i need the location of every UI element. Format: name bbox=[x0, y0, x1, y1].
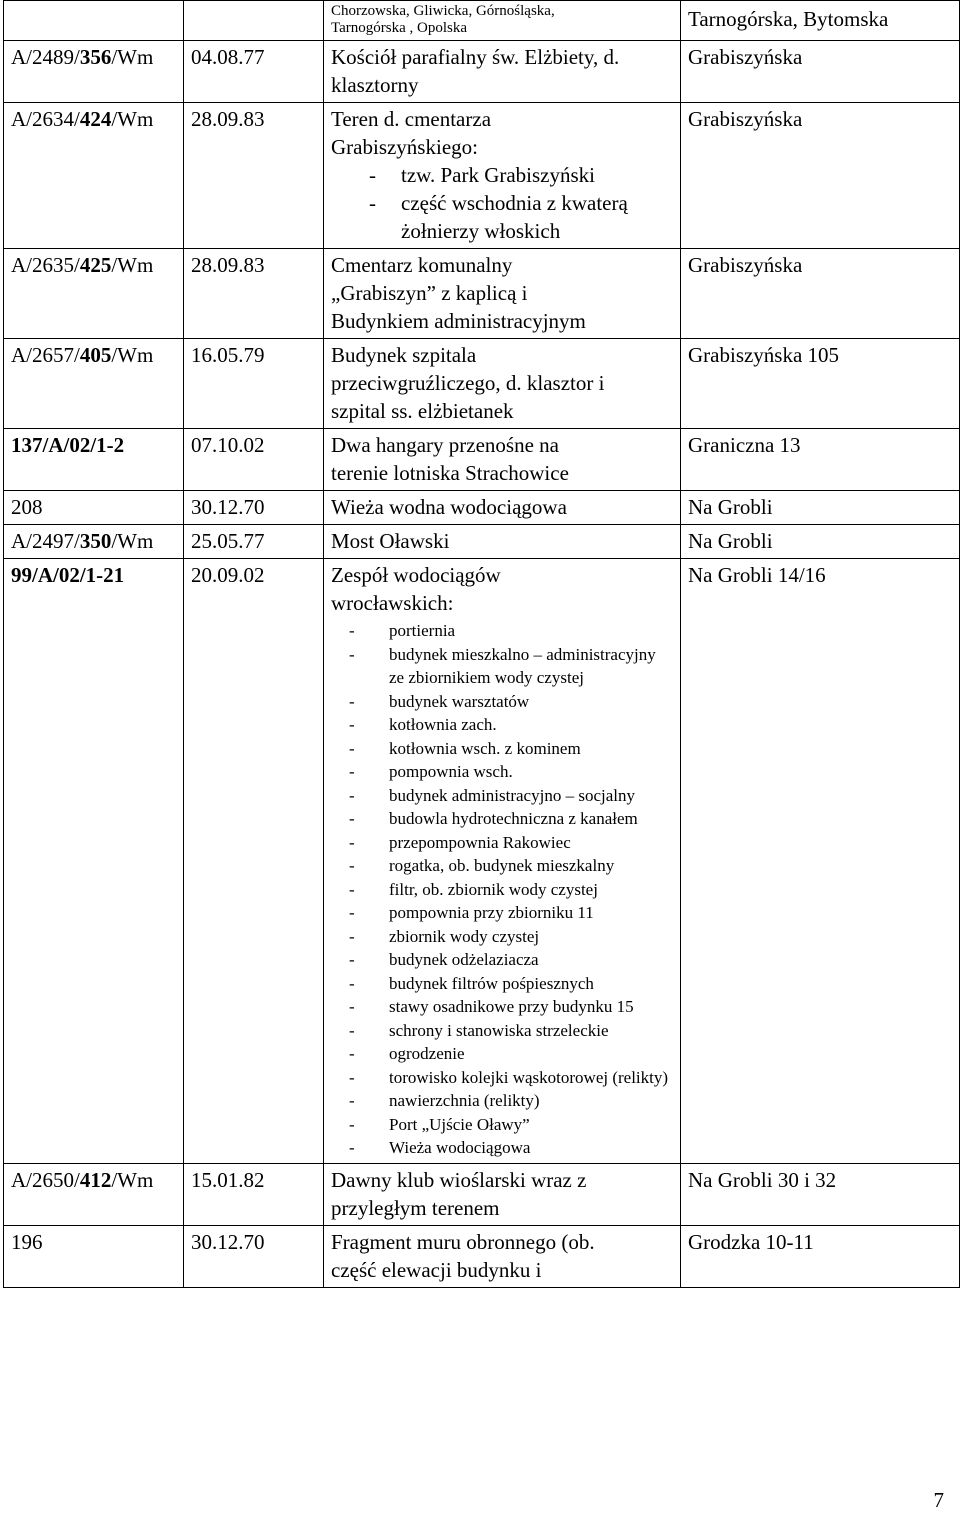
list-item: - rogatka, ob. budynek mieszkalny bbox=[349, 856, 615, 875]
cell-object: Fragment muru obronnego (ob. część elewacji budynku i bbox=[324, 1225, 681, 1287]
table-row bbox=[4, 339, 960, 429]
list-item: - budowla hydrotechniczna z kanałem bbox=[349, 809, 638, 828]
cell-object: Dwa hangary przenośne na terenie lotniska Strachowice bbox=[324, 429, 681, 491]
list-item: - pompownia wsch. bbox=[349, 762, 513, 781]
list-item: - budynek odżelaziacza bbox=[349, 950, 539, 969]
cell-register-number bbox=[4, 1, 184, 41]
table-row bbox=[4, 103, 960, 249]
list-item: - filtr, ob. zbiornik wody czystej bbox=[349, 879, 598, 899]
table-row bbox=[4, 1, 960, 41]
cell-date: 16.05.79 bbox=[184, 339, 324, 429]
cell-street: Na Grobli 30 i 32 bbox=[681, 1163, 960, 1225]
cell-street: Grodzka 10-11 bbox=[681, 1225, 960, 1287]
list-item: - kotłownia zach. bbox=[349, 715, 497, 734]
cell-date bbox=[184, 1, 324, 41]
table-row bbox=[4, 491, 960, 525]
list-item: - Port „Ujście Oławy” bbox=[349, 1114, 530, 1134]
cell-date: 15.01.82 bbox=[184, 1163, 324, 1225]
cell-date: 07.10.02 bbox=[184, 429, 324, 491]
table-row bbox=[4, 41, 960, 103]
list-item: - portiernia bbox=[349, 621, 456, 640]
table-row bbox=[4, 1225, 960, 1287]
cell-date: 20.09.02 bbox=[184, 559, 324, 1164]
list-item: - budynek mieszkalno – administracyjny ze zbiornikiem wody czystej bbox=[349, 644, 656, 687]
page-number: 7 bbox=[933, 1488, 944, 1512]
cell-object: Wieża wodna wodociągowa bbox=[324, 491, 681, 525]
list-item: - przepompownia Rakowiec bbox=[349, 832, 571, 852]
continued-street-list: Chorzowska, Gliwicka, Górnośląska, Tarnogórska , Opolska bbox=[331, 3, 555, 36]
cell-register-number: A/2489/356/Wm bbox=[4, 41, 184, 103]
cell-object: Cmentarz komunalny „Grabiszyn” z kaplicą i Budynkiem administracyjnym bbox=[324, 249, 681, 339]
cell-date: 30.12.70 bbox=[184, 1225, 324, 1287]
cell-street: Na Grobli bbox=[681, 491, 960, 525]
cell-date: 28.09.83 bbox=[184, 103, 324, 249]
cell-street: Na Grobli bbox=[681, 525, 960, 559]
cell-register-number: A/2657/405/Wm bbox=[4, 339, 184, 429]
cell-date: 25.05.77 bbox=[184, 525, 324, 559]
cell-object: Most Oławski bbox=[324, 525, 681, 559]
cell-register-number: A/2497/350/Wm bbox=[4, 525, 184, 559]
cell-date: 30.12.70 bbox=[184, 491, 324, 525]
list-item: - budynek filtrów pośpiesznych bbox=[349, 973, 594, 993]
list-item: - kotłownia wsch. z kominem bbox=[349, 738, 581, 758]
cell-street: Grabiszyńska bbox=[681, 103, 960, 249]
table-row bbox=[4, 429, 960, 491]
list-item: - nawierzchnia (relikty) bbox=[349, 1091, 540, 1110]
cell-register-number: A/2650/412/Wm bbox=[4, 1163, 184, 1225]
cell-register-number: 196 bbox=[4, 1225, 184, 1287]
cell-street: Na Grobli 14/16 bbox=[681, 559, 960, 1164]
cell-street: Grabiszyńska bbox=[681, 249, 960, 339]
cell-object: Dawny klub wioślarski wraz z przyległym terenem bbox=[324, 1163, 681, 1225]
cell-register-number: 99/A/02/1-21 bbox=[4, 559, 184, 1164]
list-item: - zbiornik wody czystej bbox=[349, 926, 540, 946]
cell-object: Budynek szpitala przeciwgruźliczego, d. klasztor i szpital ss. elżbietanek bbox=[324, 339, 681, 429]
continued-streets: Tarnogórska, Bytomska bbox=[688, 7, 889, 31]
cell-street bbox=[681, 1, 960, 41]
cell-street: Graniczna 13 bbox=[681, 429, 960, 491]
list-item: - torowisko kolejki wąskotorowej (relikty) bbox=[349, 1067, 669, 1087]
cell-register-number: 137/A/02/1-2 bbox=[4, 429, 184, 491]
list-item: - budynek warsztatów bbox=[349, 691, 530, 711]
cell-object: Zespół wodociągów wrocławskich: - portiernia - budynek mieszkalno – administracyjny ze zbiornikiem wody czystej - budynek warsztatów - kotłownia zach. - kotłownia wsch. z kominem - pompownia wsch. - budynek administracyjno – socjalny - budowla hydrotechniczna z kanałem - przepompownia Rakowiec - rogatka, ob. budynek mieszkalny - filtr, ob. zbiornik wody czystej - pompownia przy zbiorniku 11 - zbiornik wody czystej - budynek odżelaziacza - budynek filtrów pośpiesznych - stawy osadnikowe przy budynku 15 - schrony i stanowiska strzeleckie - ogrodzenie - torowisko kolejki wąskotorowej (relikty) - nawierzchnia (relikty) - Port „Ujście Oławy” - Wieża wodociągowa bbox=[324, 559, 681, 1164]
list-item: - schrony i stanowiska strzeleckie bbox=[349, 1020, 609, 1040]
table-row bbox=[4, 249, 960, 339]
cell-street: Grabiszyńska 105 bbox=[681, 339, 960, 429]
table-row bbox=[4, 559, 960, 1164]
cell-object: Teren d. cmentarza Grabiszyńskiego: - tzw. Park Grabiszyński - część wschodnia z kwaterą żołnierzy włoskich bbox=[324, 103, 681, 249]
cell-register-number: 208 bbox=[4, 491, 184, 525]
cell-street: Grabiszyńska bbox=[681, 41, 960, 103]
list-item: - stawy osadnikowe przy budynku 15 bbox=[349, 997, 634, 1016]
list-item: - pompownia przy zbiorniku 11 bbox=[349, 903, 594, 922]
cell-date: 28.09.83 bbox=[184, 249, 324, 339]
cell-register-number: A/2634/424/Wm bbox=[4, 103, 184, 249]
table-row bbox=[4, 525, 960, 559]
table-row bbox=[4, 1163, 960, 1225]
cell-object: Kościół parafialny św. Elżbiety, d. klasztorny bbox=[324, 41, 681, 103]
monuments-register-table bbox=[3, 0, 960, 1288]
cell-register-number: A/2635/425/Wm bbox=[4, 249, 184, 339]
cell-date: 04.08.77 bbox=[184, 41, 324, 103]
cell-object bbox=[324, 1, 681, 41]
list-item: - Wieża wodociągowa bbox=[349, 1138, 531, 1157]
list-item: - ogrodzenie bbox=[349, 1044, 465, 1063]
list-item: - budynek administracyjno – socjalny bbox=[349, 785, 635, 805]
component-list bbox=[331, 619, 673, 1160]
